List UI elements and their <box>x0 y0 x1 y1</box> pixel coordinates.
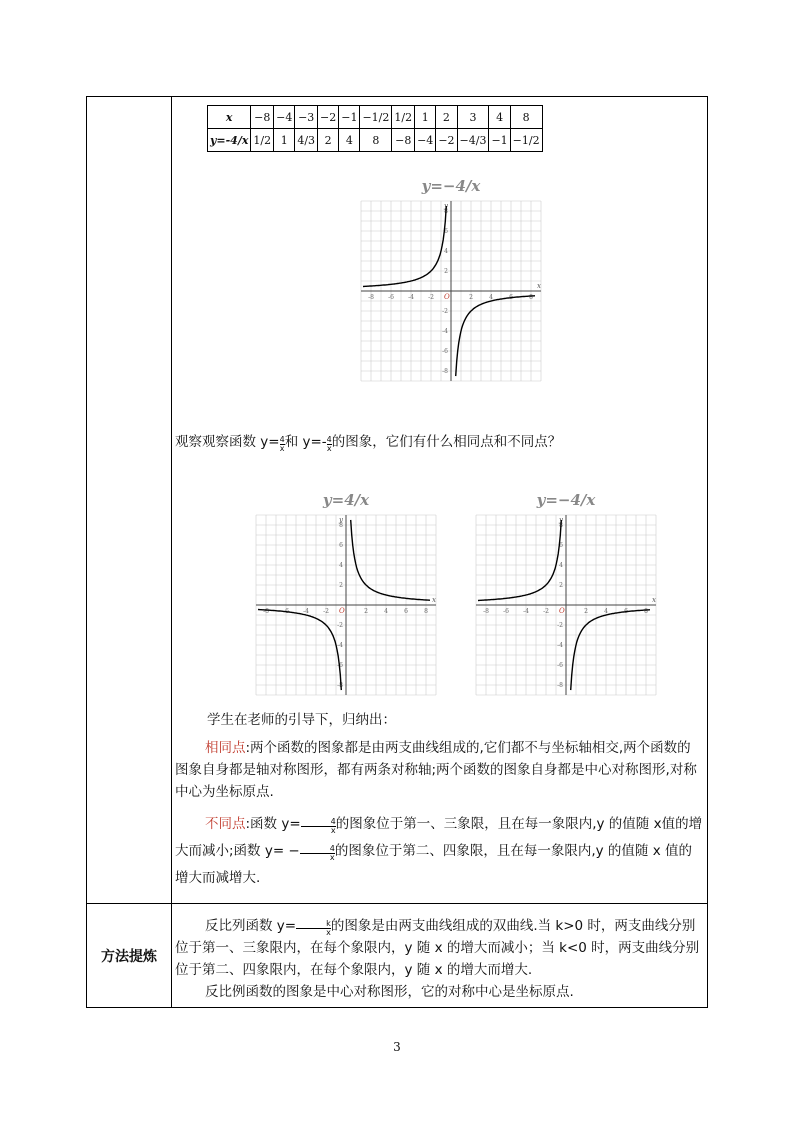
y-tick-label: -8 <box>442 368 448 375</box>
curve-branch-1 <box>478 520 561 601</box>
y-tick-label: 6 <box>339 542 343 549</box>
x-cell: 2 <box>436 106 457 129</box>
y-cell: −8 <box>392 129 415 152</box>
graph-top-svg <box>357 165 547 385</box>
x-tick-label: -8 <box>483 608 489 615</box>
curve-branch-1 <box>258 610 341 691</box>
origin-label: O <box>339 607 345 615</box>
curve-branch-2 <box>456 296 535 376</box>
graph-left-svg <box>252 479 442 699</box>
graph-right <box>472 479 662 699</box>
page-number: 3 <box>393 1040 401 1054</box>
x-axis-label: x <box>432 596 436 604</box>
graph-right-svg <box>472 479 662 699</box>
y-tick-label: -8 <box>557 682 563 689</box>
graph-left <box>252 479 442 699</box>
y-cell: −2 <box>436 129 457 152</box>
y-tick-label: -4 <box>442 328 448 335</box>
y-tick-label: 8 <box>559 522 563 529</box>
x-tick-label: 8 <box>529 294 533 301</box>
x-tick-label: -6 <box>503 608 509 615</box>
y-tick-label: 4 <box>339 562 343 569</box>
y-tick-label: 2 <box>559 582 563 589</box>
graph-title: y=4/x <box>322 491 370 509</box>
y-cell: 2 <box>318 129 339 152</box>
diff-paragraph: 不同点:函数 y= $\frac{4}{x}$ 的图象位于第一、三象限，且在每一象限内,y 的值随 x值的增大而减小;函数 y= − $\frac{4}{x}$ 的图象位于第二、四象限，且在每一象限内,y 的值随 x 值的增大而减增大. <box>175 816 703 886</box>
y-tick-label: 2 <box>339 582 343 589</box>
origin-label: O <box>444 293 450 301</box>
y-cell: −1/2 <box>510 129 542 152</box>
graph-title: y=−4/x <box>536 491 596 509</box>
y-tick-label: 2 <box>444 268 448 275</box>
x-cell: −8 <box>251 106 274 129</box>
same-paragraph: 相同点:两个函数的图象都是由两支曲线组成的,它们都不与坐标轴相交,两个函数的图象自身都是轴对称图形，都有两条对称轴;两个函数的图象自身都是中心对称图形,对称中心为坐标原点. <box>175 740 697 800</box>
y-tick-label: -6 <box>337 662 343 669</box>
x-cell: −2 <box>318 106 339 129</box>
x-axis-label: x <box>537 282 541 290</box>
y-cell: 8 <box>360 129 392 152</box>
y-tick-label: -6 <box>557 662 563 669</box>
x-cell: −4 <box>274 106 295 129</box>
y-tick-label: -8 <box>337 682 343 689</box>
x-tick-label: 2 <box>469 294 473 301</box>
y-axis-label: y <box>339 516 343 524</box>
x-tick-label: -6 <box>283 608 289 615</box>
value-table <box>207 105 543 152</box>
x-tick-label: -2 <box>323 608 329 615</box>
y-cell: −1 <box>489 129 510 152</box>
column-divider <box>171 97 172 1007</box>
x-cell: −1/2 <box>360 106 392 129</box>
y-tick-label: -4 <box>337 642 343 649</box>
x-cell: 1 <box>415 106 436 129</box>
y-tick-label: -2 <box>442 308 448 315</box>
y-tick-label: -2 <box>337 622 343 629</box>
x-tick-label: 4 <box>604 608 608 615</box>
y-axis-label: y <box>444 202 448 210</box>
y-tick-label: 8 <box>339 522 343 529</box>
y-axis-label: y <box>559 516 563 524</box>
y-cell: 4 <box>339 129 360 152</box>
x-cell: 4 <box>489 106 510 129</box>
y-cell: 1 <box>274 129 295 152</box>
x-tick-label: -4 <box>303 608 309 615</box>
y-tick-label: 6 <box>559 542 563 549</box>
x-tick-label: -2 <box>543 608 549 615</box>
y-cell: −4/3 <box>457 129 489 152</box>
origin-label: O <box>559 607 565 615</box>
summary-intro: 学生在老师的引导下，归纳出： <box>207 712 396 728</box>
curve-branch-2 <box>351 520 430 600</box>
x-header: x <box>208 106 251 129</box>
x-cell: −1 <box>339 106 360 129</box>
graph-title: y=−4/x <box>421 177 481 195</box>
x-cell: −3 <box>295 106 318 129</box>
y-tick-label: 4 <box>559 562 563 569</box>
y-tick-label: 6 <box>444 228 448 235</box>
x-tick-label: 2 <box>584 608 588 615</box>
x-cell: 1/2 <box>392 106 415 129</box>
x-tick-label: -8 <box>263 608 269 615</box>
page-frame <box>86 96 708 1008</box>
x-tick-label: -4 <box>408 294 414 301</box>
table-row-x <box>208 106 543 129</box>
x-tick-label: 8 <box>424 608 428 615</box>
x-tick-label: -4 <box>523 608 529 615</box>
y-tick-label: 4 <box>444 248 448 255</box>
y-tick-label: 8 <box>444 208 448 215</box>
y-cell: 1/2 <box>251 129 274 152</box>
x-tick-label: -8 <box>368 294 374 301</box>
table-row-y <box>208 129 543 152</box>
curve-branch-1 <box>363 206 446 287</box>
y-tick-label: -6 <box>442 348 448 355</box>
x-cell: 8 <box>510 106 542 129</box>
method-paragraph: 反比列函数 y= $\frac{k}{x}$ 的图象是由两支曲线组成的双曲线.当 k>0 时，两支曲线分别位于第一、三象限内，在每个象限内，y 随 x 的增大而减小；当 k<0 时，两支曲线分别位于第二、四象限内，在每个象限内，y 随 x 的增大而增大. <box>175 918 700 978</box>
method-label: 方法提炼 <box>101 949 157 965</box>
y-header: y=-4/x <box>208 129 251 152</box>
x-tick-label: 6 <box>404 608 408 615</box>
x-tick-label: -6 <box>388 294 394 301</box>
x-axis-label: x <box>652 596 656 604</box>
x-tick-label: 8 <box>644 608 648 615</box>
row-divider <box>87 903 707 904</box>
method-paragraph-2: 反比例函数的图象是中心对称图形，它的对称中心是坐标原点. <box>205 984 574 1000</box>
question-text: 观察观察函数 y= $\frac{4}{x}$ 和 y=- $\frac{4}{x}$ 的图象，它们有什么相同点和不同点？ <box>175 434 562 453</box>
y-tick-label: -4 <box>557 642 563 649</box>
x-tick-label: 6 <box>509 294 513 301</box>
x-tick-label: 4 <box>489 294 493 301</box>
x-tick-label: 4 <box>384 608 388 615</box>
y-cell: −4 <box>415 129 436 152</box>
diff-label: 不同点 <box>205 816 246 832</box>
y-cell: 4/3 <box>295 129 318 152</box>
y-tick-label: -2 <box>557 622 563 629</box>
x-tick-label: 2 <box>364 608 368 615</box>
x-cell: 3 <box>457 106 489 129</box>
same-label: 相同点 <box>205 740 246 756</box>
curve-branch-2 <box>571 610 650 690</box>
graph-top <box>357 165 547 385</box>
x-tick-label: 6 <box>624 608 628 615</box>
x-tick-label: -2 <box>428 294 434 301</box>
